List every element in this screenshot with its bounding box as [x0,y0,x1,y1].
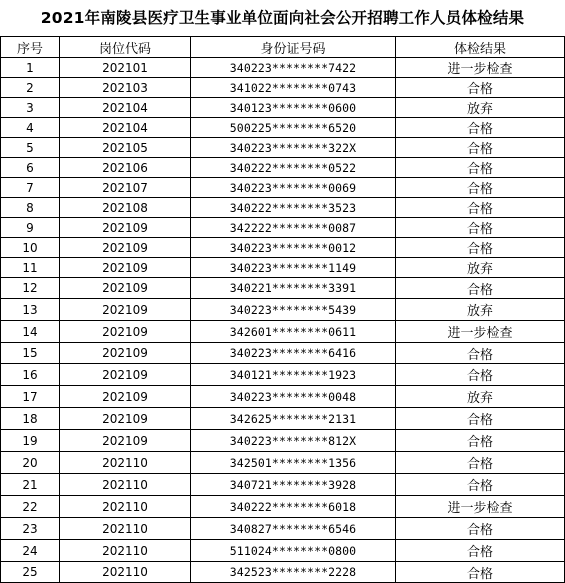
cell-id-number: 500225********6520 [191,118,396,138]
cell-seq: 18 [1,408,60,430]
table-row [1,430,565,452]
table-row [1,518,565,540]
cell-id-number: 342625********2131 [191,408,396,430]
cell-seq: 25 [1,562,60,583]
cell-seq: 10 [1,238,60,258]
cell-post-code: 202110 [60,496,191,518]
cell-id-number: 340223********1149 [191,258,396,278]
cell-result: 合格 [396,118,565,138]
cell-seq: 20 [1,452,60,474]
cell-seq: 21 [1,474,60,496]
table-row [1,364,565,386]
cell-id-number: 340223********5439 [191,299,396,321]
cell-seq: 14 [1,321,60,343]
cell-seq: 5 [1,138,60,158]
cell-post-code: 202109 [60,364,191,386]
cell-post-code: 202109 [60,238,191,258]
cell-result: 合格 [396,540,565,562]
cell-result: 放弃 [396,299,565,321]
table-row [1,158,565,178]
cell-id-number: 340223********0048 [191,386,396,408]
table-row [1,452,565,474]
cell-result: 合格 [396,158,565,178]
table-row [1,299,565,321]
cell-result: 合格 [396,364,565,386]
header-id-number: 身份证号码 [191,37,396,58]
table-row [1,118,565,138]
table-row [1,408,565,430]
cell-id-number: 340121********1923 [191,364,396,386]
cell-id-number: 340223********812X [191,430,396,452]
table-row [1,178,565,198]
cell-post-code: 202109 [60,258,191,278]
table-row [1,78,565,98]
cell-id-number: 340827********6546 [191,518,396,540]
cell-post-code: 202106 [60,158,191,178]
cell-seq: 2 [1,78,60,98]
cell-id-number: 342523********2228 [191,562,396,583]
cell-id-number: 511024********0800 [191,540,396,562]
cell-result: 合格 [396,198,565,218]
cell-id-number: 340222********6018 [191,496,396,518]
cell-post-code: 202110 [60,540,191,562]
table-row [1,496,565,518]
cell-seq: 16 [1,364,60,386]
table-row [1,258,565,278]
cell-result: 合格 [396,474,565,496]
cell-post-code: 202109 [60,218,191,238]
cell-result: 合格 [396,218,565,238]
table-row [1,343,565,364]
cell-seq: 7 [1,178,60,198]
cell-seq: 19 [1,430,60,452]
table-row [1,540,565,562]
page-title: 2021年南陵县医疗卫生事业单位面向社会公开招聘工作人员体检结果 [40,9,525,27]
cell-id-number: 340221********3391 [191,278,396,299]
table-row [1,321,565,343]
cell-post-code: 202110 [60,474,191,496]
cell-post-code: 202109 [60,299,191,321]
table-body [1,58,565,583]
cell-id-number: 340223********322X [191,138,396,158]
cell-post-code: 202104 [60,98,191,118]
cell-seq: 6 [1,158,60,178]
table-row [1,58,565,78]
cell-result: 合格 [396,178,565,198]
cell-id-number: 340223********6416 [191,343,396,364]
cell-result: 合格 [396,278,565,299]
cell-result: 合格 [396,238,565,258]
cell-post-code: 202105 [60,138,191,158]
cell-id-number: 342601********0611 [191,321,396,343]
cell-result: 合格 [396,138,565,158]
cell-post-code: 202109 [60,321,191,343]
table-row [1,138,565,158]
cell-result: 放弃 [396,98,565,118]
cell-id-number: 340123********0600 [191,98,396,118]
cell-seq: 15 [1,343,60,364]
cell-result: 放弃 [396,386,565,408]
cell-seq: 17 [1,386,60,408]
cell-seq: 22 [1,496,60,518]
cell-result: 合格 [396,408,565,430]
cell-id-number: 340223********7422 [191,58,396,78]
table-row [1,474,565,496]
cell-post-code: 202107 [60,178,191,198]
cell-post-code: 202108 [60,198,191,218]
cell-post-code: 202110 [60,452,191,474]
cell-seq: 11 [1,258,60,278]
cell-seq: 1 [1,58,60,78]
cell-seq: 23 [1,518,60,540]
cell-id-number: 342501********1356 [191,452,396,474]
table-row [1,386,565,408]
table-row [1,98,565,118]
cell-post-code: 202109 [60,430,191,452]
cell-seq: 4 [1,118,60,138]
cell-post-code: 202109 [60,408,191,430]
cell-post-code: 202110 [60,518,191,540]
cell-post-code: 202101 [60,58,191,78]
cell-result: 放弃 [396,258,565,278]
cell-id-number: 340222********0522 [191,158,396,178]
cell-seq: 12 [1,278,60,299]
cell-post-code: 202110 [60,562,191,583]
cell-result: 合格 [396,518,565,540]
cell-post-code: 202109 [60,386,191,408]
table-row [1,562,565,583]
cell-id-number: 340223********0012 [191,238,396,258]
table-header-row [1,37,565,58]
results-table [0,36,565,583]
cell-post-code: 202109 [60,343,191,364]
cell-id-number: 340223********0069 [191,178,396,198]
cell-result: 合格 [396,562,565,583]
cell-result: 合格 [396,78,565,98]
table-row [1,198,565,218]
cell-result: 合格 [396,430,565,452]
cell-result: 进一步检查 [396,58,565,78]
cell-post-code: 202104 [60,118,191,138]
cell-result: 合格 [396,343,565,364]
cell-result: 进一步检查 [396,496,565,518]
table-row [1,238,565,258]
cell-id-number: 340721********3928 [191,474,396,496]
table-row [1,278,565,299]
cell-seq: 13 [1,299,60,321]
header-post-code: 岗位代码 [60,37,191,58]
cell-id-number: 342222********0087 [191,218,396,238]
cell-result: 合格 [396,452,565,474]
table-row [1,218,565,238]
cell-seq: 9 [1,218,60,238]
cell-seq: 8 [1,198,60,218]
header-seq: 序号 [1,37,60,58]
cell-id-number: 341022********0743 [191,78,396,98]
cell-post-code: 202109 [60,278,191,299]
cell-result: 进一步检查 [396,321,565,343]
header-result: 体检结果 [396,37,565,58]
cell-seq: 3 [1,98,60,118]
cell-post-code: 202103 [60,78,191,98]
cell-id-number: 340222********3523 [191,198,396,218]
cell-seq: 24 [1,540,60,562]
